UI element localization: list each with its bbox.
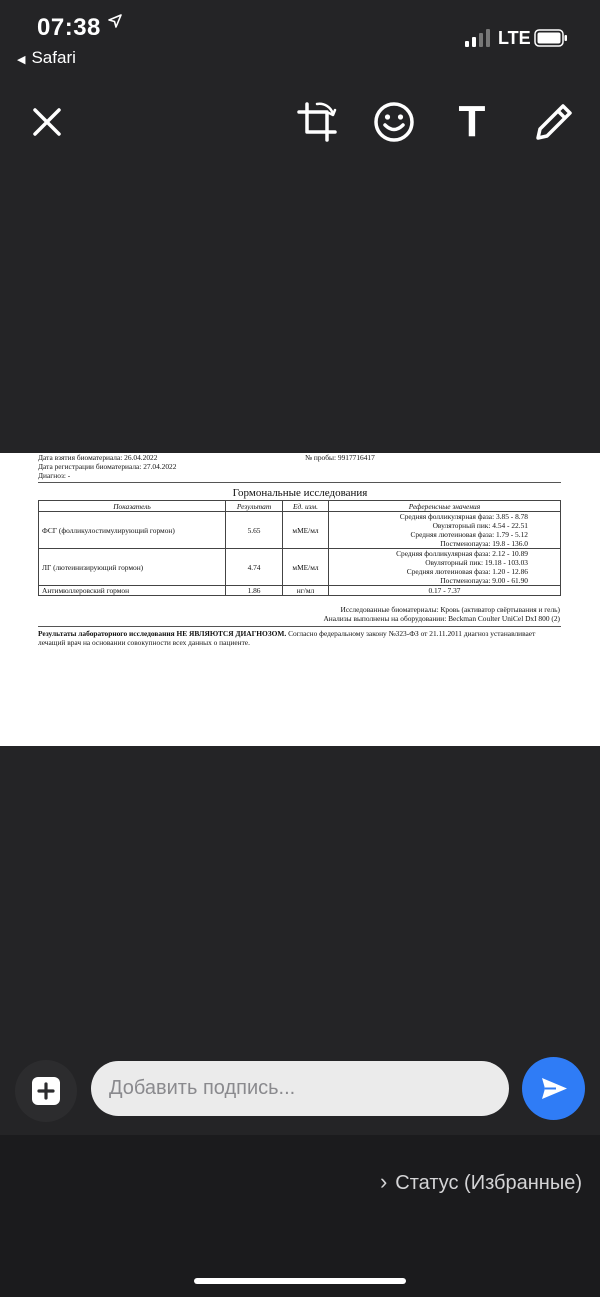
biomaterials: Исследованные биоматериалы: Кровь (активатор свёртывания и гель): [340, 605, 560, 614]
send-button[interactable]: [522, 1057, 585, 1120]
divider: [38, 626, 561, 627]
footer: [0, 1135, 600, 1297]
send-icon: [522, 1057, 585, 1120]
location-arrow-icon: [108, 14, 122, 28]
section-title: Гормональные исследования: [232, 487, 368, 499]
crop-rotate-icon[interactable]: [295, 100, 339, 144]
diagnosis: Диагноз: -: [38, 471, 71, 480]
row-name: ЛГ (лютеинизирующий гормон): [39, 549, 226, 586]
results-table: [38, 500, 561, 596]
status-bar: [0, 0, 600, 80]
reference-line: Постменопауза: 9.00 - 61.90: [440, 576, 528, 585]
text-tool-button[interactable]: [450, 97, 494, 146]
divider: [38, 482, 561, 483]
caption-field[interactable]: [91, 1061, 509, 1116]
table-row: [39, 586, 561, 596]
document-meta: [38, 453, 176, 480]
row-reference: 0.17 - 7.37: [328, 586, 560, 596]
equipment: Анализы выполнены на оборудовании: Beckman Coulter UniCel DxI 800 (2): [323, 614, 560, 623]
disclaimer: [38, 629, 561, 647]
back-app-label: Safari: [31, 48, 76, 67]
reference-line: Средняя лютеиновая фаза: 1.79 - 5.12: [410, 530, 528, 539]
materials-note: [323, 605, 560, 623]
document-image: [0, 453, 600, 746]
status-audience-label: Статус (Избранные): [395, 1172, 582, 1194]
table-row: [39, 549, 561, 586]
add-media-button[interactable]: [15, 1060, 77, 1122]
header-unit: Ед. изм.: [283, 501, 329, 512]
home-indicator[interactable]: [194, 1278, 406, 1284]
reference-line: Средняя фолликулярная фаза: 2.12 - 10.89: [396, 549, 528, 558]
status-audience-link[interactable]: [380, 1169, 582, 1195]
registration-date: Дата регистрации биоматериала: 27.04.2022: [38, 462, 177, 471]
row-result: 4.74: [226, 549, 283, 586]
collection-date: Дата взятия биоматериала: 26.04.2022: [38, 453, 158, 462]
row-name: Антимюллеровский гормон: [39, 586, 226, 596]
row-unit: нг/мл: [283, 586, 329, 596]
chevron-right-icon: ›: [379, 1169, 388, 1194]
header-result: Результат: [226, 501, 283, 512]
row-unit: мМЕ/мл: [283, 549, 329, 586]
plus-square-icon: [15, 1060, 77, 1122]
table-row: [39, 512, 561, 549]
back-triangle-icon: ◀: [17, 54, 26, 66]
row-reference: [328, 549, 560, 586]
disclaimer-text: Согласно федеральному закону №323-ФЗ от 21.11.2011 диагноз устанавливает лечащий врач на основании совокупности всех данных о пациенте.: [38, 629, 536, 647]
network-type: LTE: [498, 28, 531, 48]
pen-icon[interactable]: [532, 100, 576, 144]
header-indicator: Показатель: [39, 501, 226, 512]
header-reference: Референсные значения: [328, 501, 560, 512]
reference-line: Постменопауза: 19.8 - 136.0: [440, 539, 528, 548]
emoji-icon[interactable]: [372, 100, 416, 144]
signal-icon: [465, 29, 491, 47]
back-to-app-link[interactable]: [17, 48, 76, 68]
row-result: 1.86: [226, 586, 283, 596]
table-header-row: [39, 501, 561, 512]
row-unit: мМЕ/мл: [283, 512, 329, 549]
row-reference: [328, 512, 560, 549]
close-icon[interactable]: [25, 100, 69, 144]
caption-input[interactable]: [91, 1061, 509, 1116]
reference-line: Овуляторный пик: 4.54 - 22.51: [432, 521, 528, 530]
row-name: ФСГ (фолликулостимулирующий гормон): [39, 512, 226, 549]
battery-icon: [534, 28, 568, 48]
disclaimer-bold: Результаты лабораторного исследования НЕ ЯВЛЯЮТСЯ ДИАГНОЗОМ.: [38, 629, 287, 638]
clock: 07:38: [37, 14, 101, 41]
reference-line: Овуляторный пик: 19.18 - 103.03: [425, 558, 528, 567]
row-result: 5.65: [226, 512, 283, 549]
sample-number: № пробы: 9917716417: [305, 453, 375, 462]
reference-line: Средняя лютеиновая фаза: 1.20 - 12.86: [406, 567, 528, 576]
reference-line: Средняя фолликулярная фаза: 3.85 - 8.78: [399, 512, 528, 521]
text-icon: T: [458, 97, 486, 146]
composer-bar: [0, 1050, 600, 1135]
